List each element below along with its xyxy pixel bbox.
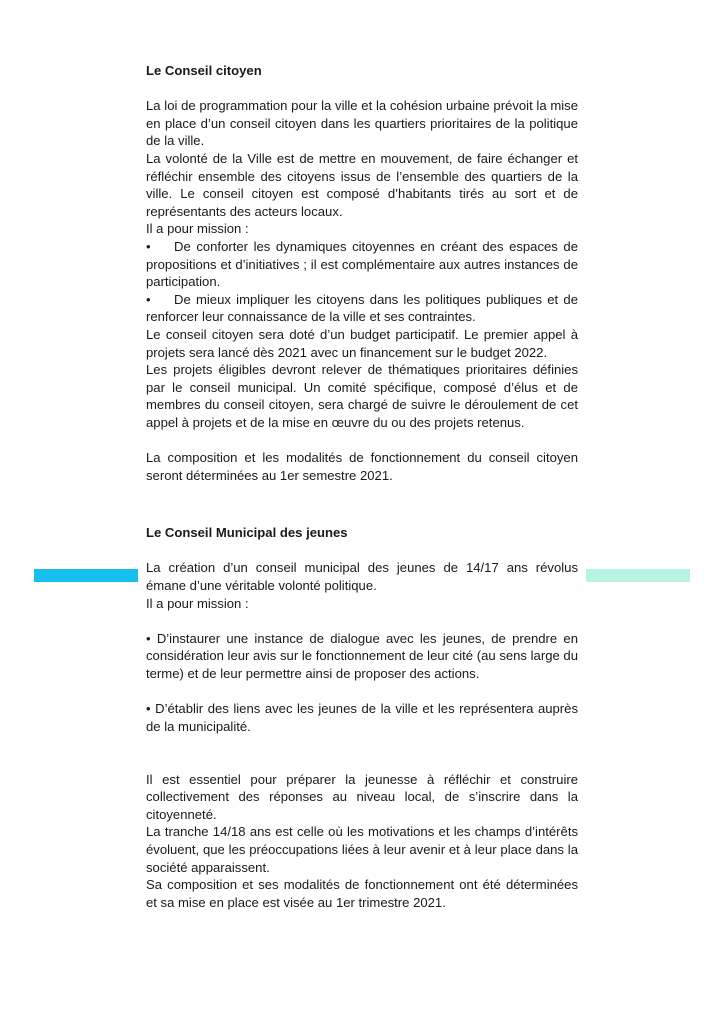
paragraph: Il est essentiel pour préparer la jeunesse à réfléchir et construire collectivement des réponses au niveau local, de s’inscrire dans la citoyenneté. (146, 771, 578, 822)
section-conseil-citoyen (146, 62, 578, 484)
bullet-text: De mieux impliquer les citoyens dans les politiques publiques et de renforcer leur connaissance de la ville et ses contraintes. (146, 291, 578, 325)
paragraph: Sa composition et ses modalités de fonctionnement ont été déterminées et sa mise en place est visée au 1er trimestre 2021. (146, 877, 578, 910)
bullet-symbol: • (146, 238, 151, 254)
paragraph: Il a pour mission : (146, 595, 249, 611)
document-page (146, 62, 578, 911)
bullet-text: De conforter les dynamiques citoyennes en créant des espaces de propositions et d’initiatives ; il est complémentaire aux autres instances de participation. (146, 238, 578, 290)
bullet-item: • D’établir des liens avec les jeunes de la ville et les représentera auprès de la municipalité. (146, 701, 578, 734)
section-title: Le Conseil citoyen (146, 63, 262, 78)
section-divider-left-bar (34, 569, 138, 582)
paragraph: La volonté de la Ville est de mettre en mouvement, de faire échanger et réfléchir ensemble des citoyens issus de l’ensemble des quartiers de la ville. Le conseil citoyen est composé d’habitants tirés au sort et de représentants des acteurs locaux. (146, 150, 578, 219)
paragraph: La composition et les modalités de fonctionnement du conseil citoyen seront déterminées au 1er semestre 2021. (146, 450, 578, 483)
bullet-item (146, 238, 578, 291)
paragraph: La loi de programmation pour la ville et la cohésion urbaine prévoit la mise en place d’un conseil citoyen dans les quartiers prioritaires de la politique de la ville. (146, 98, 578, 149)
section-title: Le Conseil Municipal des jeunes (146, 525, 348, 541)
paragraph: Les projets éligibles devront relever de thématiques prioritaires définies par le conseil municipal. Un comité spécifique, composé d’élus et de membres du conseil citoyen, sera chargé de suivre le déroulement de cet appel à projets et de la mise en œuvre du ou des projets retenus. (146, 362, 578, 430)
bullet-item: • D’instaurer une instance de dialogue avec les jeunes, de prendre en considération leur avis sur le fonctionnement de leur cité (au sens large du terme) et de leur permettre ainsi de proposer des actions. (146, 630, 578, 681)
section-conseil-municipal-jeunes (146, 524, 578, 911)
paragraph: Il a pour mission : (146, 221, 249, 237)
bullet-symbol: • (146, 291, 151, 307)
bullet-item (146, 291, 578, 326)
paragraph: La tranche 14/18 ans est celle où les motivations et les champs d’intérêts évoluent, que les préoccupations liées à leur avenir et à leur place dans la société apparaissent. (146, 824, 578, 875)
paragraph: La création d’un conseil municipal des jeunes de 14/17 ans révolus émane d’une véritable volonté politique. (146, 560, 578, 594)
section-divider-right-bar (586, 569, 690, 582)
paragraph: Le conseil citoyen sera doté d’un budget participatif. Le premier appel à projets sera lancé dès 2021 avec un financement sur le budget 2022. (146, 326, 578, 360)
